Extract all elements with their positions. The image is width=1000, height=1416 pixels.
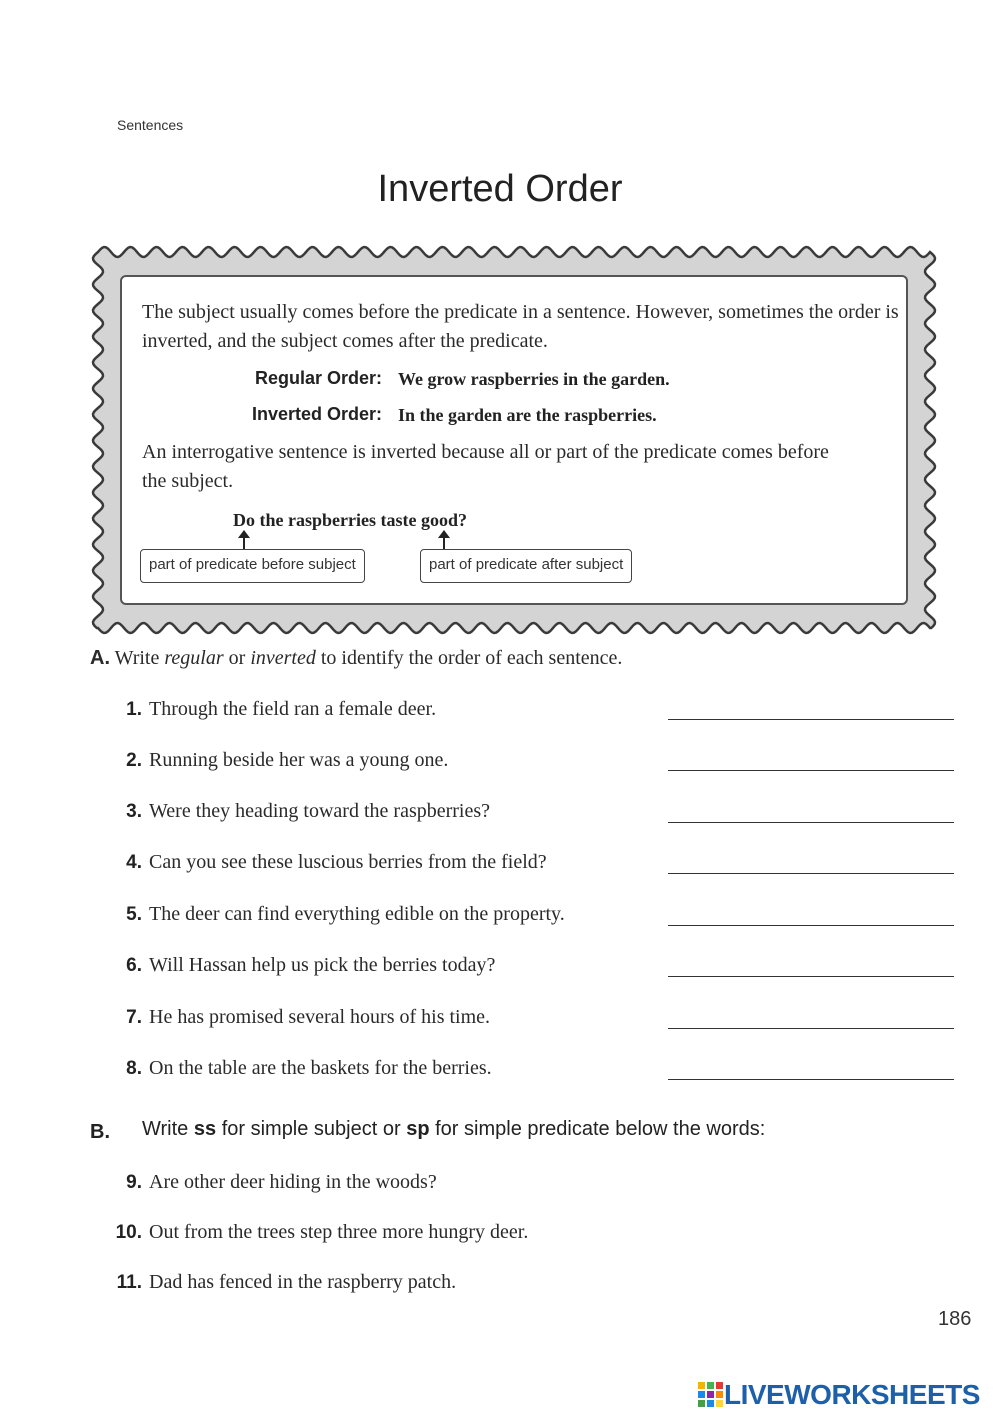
section-a-instruction: A. Write regular or inverted to identify the order of each sentence. (90, 647, 623, 669)
item-number: 10. (115, 1222, 142, 1243)
item-number: 6. (126, 955, 142, 976)
inverted-order-label: Inverted Order: (251, 404, 382, 424)
item-sentence: Dad has fenced in the raspberry patch. (149, 1271, 457, 1293)
item-sentence: He has promised several hours of his time. (149, 1006, 491, 1028)
answer-line-7[interactable] (668, 1028, 954, 1029)
item-number: 3. (126, 801, 142, 822)
item-sentence: The deer can find everything edible on the property. (149, 903, 565, 925)
page-number: 186 (938, 1308, 972, 1330)
item-number: 7. (126, 1007, 142, 1028)
answer-line-4[interactable] (668, 873, 954, 874)
section-b-instruction: Write ss for simple subject or sp for simple predicate below the words: (142, 1118, 766, 1140)
item-sentence: Can you see these luscious berries from the field? (149, 851, 547, 873)
intro-paragraph-2: An interrogative sentence is inverted because all or part of the predicate comes before the subject. (142, 441, 829, 492)
item-sentence: Were they heading toward the raspberries? (149, 800, 491, 822)
tag-before-subject: part of predicate before subject (140, 549, 365, 583)
inverted-order-example: In the garden are the raspberries. (398, 405, 657, 425)
answer-line-6[interactable] (668, 976, 954, 977)
regular-order-example: We grow raspberries in the garden. (398, 369, 670, 389)
item-sentence: Running beside her was a young one. (149, 749, 449, 771)
item-number: 4. (126, 852, 142, 873)
page-title: Inverted Order (377, 168, 623, 210)
section-b-label: B. (90, 1121, 110, 1143)
item-sentence: Out from the trees step three more hungry deer. (149, 1221, 529, 1243)
answer-line-1[interactable] (668, 719, 954, 720)
item-sentence: Will Hassan help us pick the berries today? (149, 954, 496, 976)
section-a-label: A. (90, 647, 110, 669)
item-sentence: On the table are the baskets for the berries. (149, 1057, 492, 1079)
brand-name: LIVEWORKSHEETS (724, 1379, 980, 1410)
item-number: 11. (116, 1272, 142, 1293)
item-sentence: Are other deer hiding in the woods? (149, 1171, 437, 1193)
item-number: 1. (126, 699, 142, 720)
tag-after-subject: part of predicate after subject (420, 549, 632, 583)
answer-line-2[interactable] (668, 770, 954, 771)
answer-line-5[interactable] (668, 925, 954, 926)
example-question: Do the raspberries taste good? (233, 510, 467, 530)
item-number: 2. (126, 750, 142, 771)
regular-order-label: Regular Order: (254, 368, 382, 388)
liveworksheets-logo[interactable] (698, 1379, 980, 1410)
item-number: 8. (126, 1058, 142, 1079)
answer-line-8[interactable] (668, 1079, 954, 1080)
item-number: 9. (126, 1172, 142, 1193)
logo-blocks-icon (698, 1382, 724, 1408)
answer-line-3[interactable] (668, 822, 954, 823)
item-number: 5. (126, 904, 142, 925)
intro-paragraph-1: The subject usually comes before the predicate in a sentence. However, sometimes the order is inverted, and the subject comes after the predicate. (142, 301, 899, 352)
item-sentence: Through the field ran a female deer. (149, 698, 437, 720)
section-label: Sentences (117, 117, 184, 133)
